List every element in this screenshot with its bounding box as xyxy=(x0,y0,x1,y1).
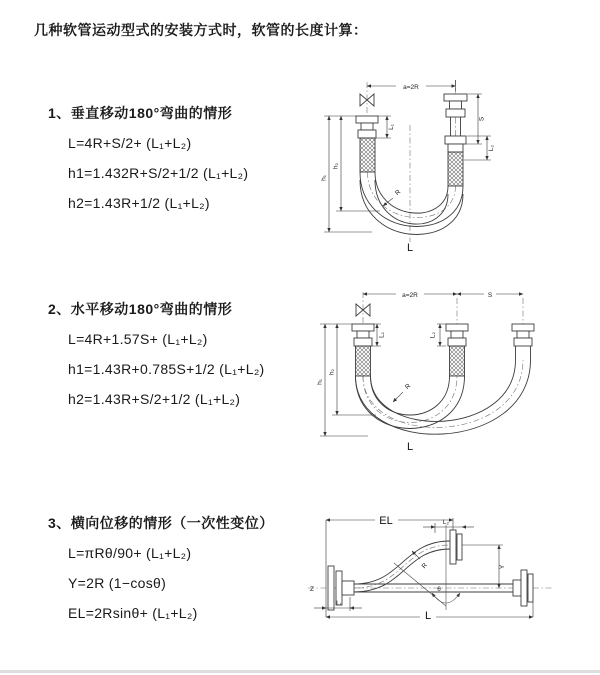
dim-label-r: R xyxy=(403,382,413,392)
dim-label-l1: L₁ xyxy=(378,332,386,338)
dim-a2r xyxy=(363,289,457,300)
dim-label-s: S xyxy=(487,292,493,299)
dim-a2r xyxy=(367,80,456,92)
formula-line: h2=1.43R+S/2+1/2 (L₁+L₂) xyxy=(68,391,241,407)
dim-label-h1: h₁ xyxy=(316,379,324,385)
right-flange xyxy=(512,324,534,346)
middle-flange xyxy=(446,324,468,346)
page-bottom-edge xyxy=(0,670,600,673)
diagram-lateral-displacement xyxy=(298,505,598,670)
formula-line: L=4R+1.57S+ (L₁+L₂) xyxy=(68,331,208,347)
left-flange xyxy=(356,116,378,138)
section-1-heading: 1、垂直移动180°弯曲的情形 xyxy=(48,105,233,121)
hose-braid-right xyxy=(448,152,463,186)
dim-label-l: L xyxy=(424,610,432,622)
dim-label-l1: L₁ xyxy=(336,600,342,607)
right-pipe xyxy=(516,346,531,360)
hose-braid-left xyxy=(360,138,375,172)
formula-line: h1=1.432R+S/2+1/2 (L₁+L₂) xyxy=(68,165,249,181)
dim-label-r: R xyxy=(393,188,403,198)
right-flange xyxy=(513,570,533,606)
dim-l xyxy=(326,602,533,622)
dim-label-r: R xyxy=(420,561,430,571)
diagram-horizontal-180-bend xyxy=(306,282,594,457)
formula-line: Y=2R (1−cosθ) xyxy=(68,575,167,591)
dim-label-l2: L₂ xyxy=(488,144,495,152)
dim-l1 xyxy=(314,597,362,611)
dim-label-y: Y xyxy=(499,564,506,570)
right-flange-bottom xyxy=(445,136,466,152)
dim-l2 xyxy=(464,136,495,160)
hose-bend xyxy=(360,172,463,234)
dim-y xyxy=(462,545,506,588)
section-1 xyxy=(48,104,248,213)
page-title: 几种软管运动型式的安装方式时，软管的长度计算： xyxy=(34,22,368,38)
angle-label-theta: θ xyxy=(437,586,441,593)
dim-el xyxy=(326,513,453,617)
formula-line: h1=1.43R+0.785S+1/2 (L₁+L₂) xyxy=(68,361,265,377)
top-flange xyxy=(450,530,462,564)
dim-s xyxy=(466,94,486,144)
hose-bend xyxy=(356,360,531,434)
section-3-heading: 3、横向位移的情形（一次性变位） xyxy=(48,515,274,531)
formula-line: L=4R+S/2+ (L₁+L₂) xyxy=(68,135,192,151)
dim-label-el: EL xyxy=(379,515,393,527)
dim-label-a: a=2R xyxy=(403,84,419,91)
dim-l2 xyxy=(423,519,474,533)
dim-l2 xyxy=(430,324,447,346)
section-2 xyxy=(48,300,265,409)
formula-line: L=πRθ/90+ (L₁+L₂) xyxy=(68,545,192,561)
dim-label-a: a=2R xyxy=(402,292,418,299)
formula-line: h2=1.43R+1/2 (L₁+L₂) xyxy=(68,195,210,211)
diagram-vertical-180-bend xyxy=(312,70,552,260)
hose-braid-left xyxy=(356,346,371,376)
dim-label-l2: L₂ xyxy=(442,519,450,526)
dim-label-l2: L₂ xyxy=(429,331,437,339)
dim-label-l: L xyxy=(406,441,414,453)
dim-label-l1: L₁ xyxy=(388,124,395,130)
section-2-heading: 2、水平移动180°弯曲的情形 xyxy=(48,301,233,317)
radius-callout xyxy=(383,188,402,206)
dim-label-s: S xyxy=(478,116,486,122)
dim-label-h1: h₁ xyxy=(320,175,328,181)
centerlines xyxy=(367,80,456,242)
left-flange xyxy=(352,324,374,346)
dim-s xyxy=(457,289,523,300)
dim-label-h2: h₂ xyxy=(328,368,336,376)
dim-l1 xyxy=(376,116,395,138)
hose-braid-middle xyxy=(450,346,465,376)
axis-label-z: Z xyxy=(310,586,314,593)
dim-label-h2: h₂ xyxy=(332,162,340,170)
radius-callout xyxy=(393,382,412,402)
section-3 xyxy=(48,514,274,623)
formula-line: EL=2Rsinθ+ (L₁+L₂) xyxy=(68,605,198,621)
right-flange-top xyxy=(444,94,467,117)
dim-label-l: L xyxy=(406,242,414,254)
